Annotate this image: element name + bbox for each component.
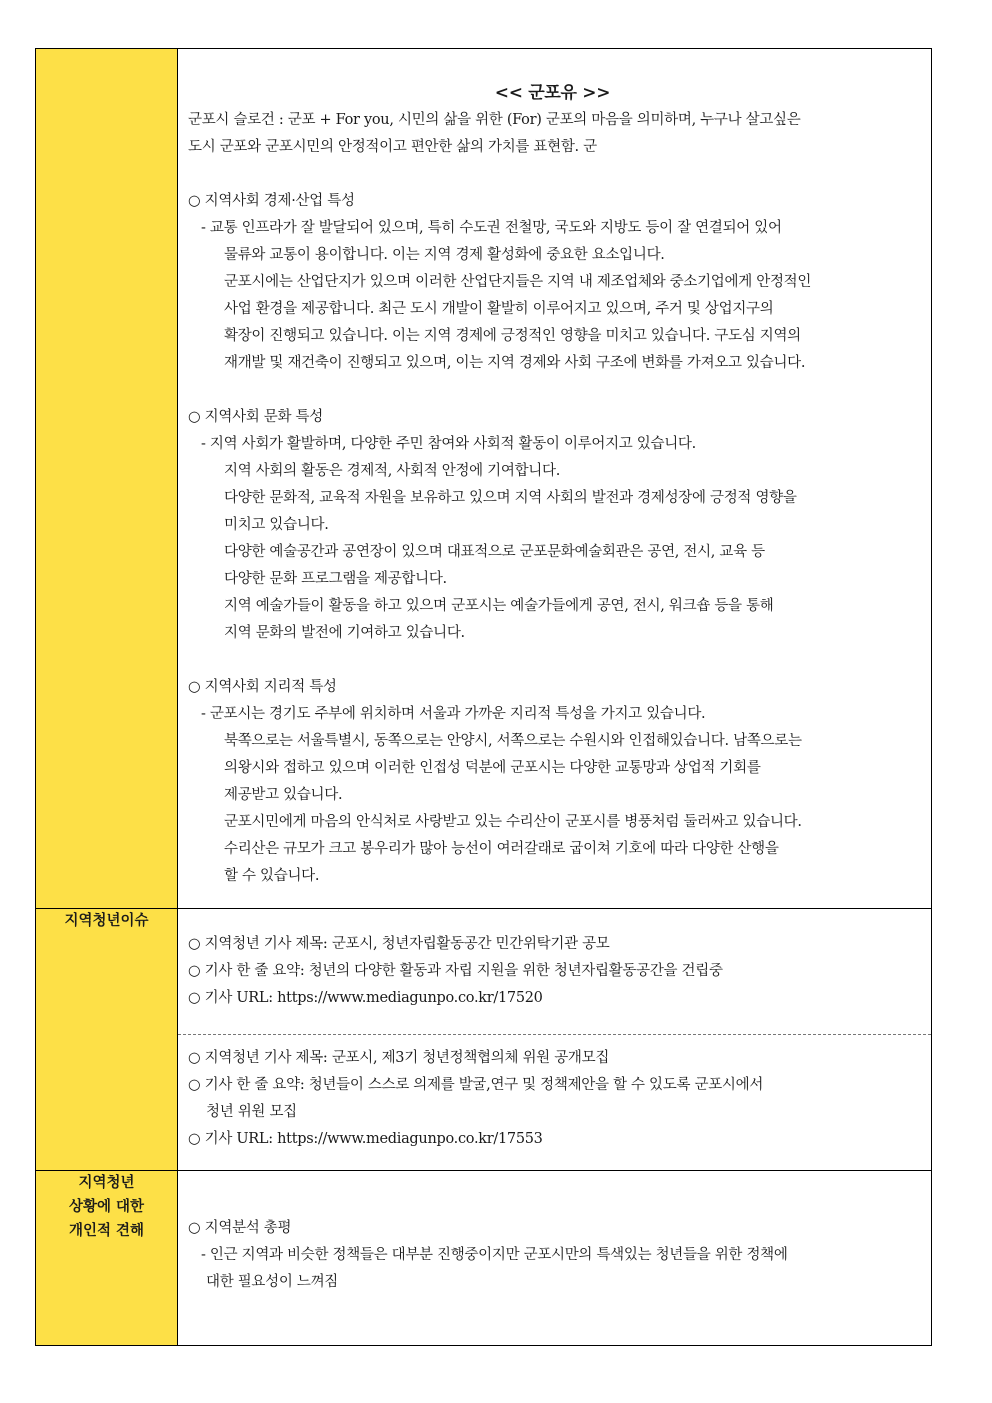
economy-line: - 교통 인프라가 잘 발달되어 있으며, 특히 수도권 전철망, 국도와 지방도 등이 잘 연결되어 있어 [201,220,782,236]
culture-line: 다양한 예술공간과 공연장이 있으며 대표적으로 군포문화예술회관은 공연, 전시, 교육 등 [224,544,765,560]
article2-summary: ○ 기사 한 줄 요약: 청년들이 스스로 의제를 발굴,연구 및 정책제안을 할 수 있도록 군포시에서 [188,1077,764,1093]
geography-line: - 군포시는 경기도 주부에 위치하며 서울과 가까운 지리적 특성을 가지고 있습니다. [201,706,706,722]
opinion-label [36,1171,178,1346]
opinion-line: 대한 필요성이 느껴짐 [206,1274,338,1290]
culture-line: 미치고 있습니다. [224,517,329,533]
article1-title: ○ 지역청년 기사 제목: 군포시, 청년자립활동공간 민간위탁기관 공모 [188,936,610,952]
culture-line: 지역 예술가들이 활동을 하고 있으며 군포시는 예술가들에게 공연, 전시, 워크숍 등을 통해 [224,598,774,614]
opinion-line: - 인근 지역과 비슷한 정책들은 대부분 진행중이지만 군포시만의 특색있는 청년들을 위한 정책에 [201,1247,788,1263]
economy-heading: ○ 지역사회 경제·산업 특성 [188,193,355,209]
article2-title: ○ 지역청년 기사 제목: 군포시, 제3기 청년정책협의체 위원 공개모집 [188,1050,610,1066]
opinion-label-line: 상황에 대한 [68,1199,145,1215]
geography-heading: ○ 지역사회 지리적 특성 [188,679,337,695]
youth-issue-row [36,909,932,1171]
region-content-cell [178,49,932,909]
geography-line: 군포시민에게 마음의 안식처로 사랑받고 있는 수리산이 군포시를 병풍처럼 둘러싸고 있습니다. [224,814,802,830]
geography-line: 제공받고 있습니다. [224,787,343,803]
economy-line: 물류와 교통이 용이합니다. 이는 지역 경제 활성화에 중요한 요소입니다. [224,247,665,263]
opinion-label-line: 지역청년 [78,1175,135,1191]
article1-url[interactable]: ○ 기사 URL: https://www.mediagunpo.co.kr/17520 [188,990,543,1006]
economy-line: 군포시에는 산업단지가 있으며 이러한 산업단지들은 지역 내 제조업체와 중소기업에게 안정적인 [224,274,812,290]
slogan-line-1: 군포시 슬로건 : 군포 + For you, 시민의 삶을 위한 (For) 군포의 마음을 의미하며, 누구나 살고싶은 [188,112,801,128]
culture-line: - 지역 사회가 활발하며, 다양한 주민 참여와 사회적 활동이 이루어지고 있습니다. [201,436,696,452]
opinion-content [178,1171,932,1346]
article2-url[interactable]: ○ 기사 URL: https://www.mediagunpo.co.kr/17553 [188,1131,543,1147]
opinion-heading: ○ 지역분석 총평 [188,1220,292,1236]
document-table [35,48,932,1346]
youth-issue-label: 지역청년이슈 [36,909,178,1171]
geography-line: 수리산은 규모가 크고 봉우리가 많아 능선이 여러갈래로 굽이쳐 기호에 따라 다양한 산행을 [224,841,779,857]
slogan-line-2: 도시 군포와 군포시민의 안정적이고 편안한 삶의 가치를 표현함. 군 [188,139,597,155]
culture-line: 다양한 문화 프로그램을 제공합니다. [224,571,447,587]
opinion-row [36,1171,932,1346]
article2-summary-cont: 청년 위원 모집 [206,1104,297,1120]
geography-line: 북쪽으로는 서울특별시, 동쪽으로는 안양시, 서쪽으로는 수원시와 인접해있습니다. 남쪽으로는 [224,733,802,749]
opinion-label-line: 개인적 견해 [68,1223,145,1239]
culture-heading: ○ 지역사회 문화 특성 [188,409,323,425]
section-title: << 군포유 >> [494,83,611,103]
region-label-cell [36,49,178,909]
geography-line: 할 수 있습니다. [224,868,320,884]
culture-line: 지역 사회의 활동은 경제적, 사회적 안정에 기여합니다. [224,463,561,479]
geography-line: 의왕시와 접하고 있으며 이러한 인접성 덕분에 군포시는 다양한 교통망과 상업적 기회를 [224,760,761,776]
culture-line: 지역 문화의 발전에 기여하고 있습니다. [224,625,465,641]
economy-line: 사업 환경을 제공합니다. 최근 도시 개발이 활발히 이루어지고 있으며, 주거 및 상업지구의 [224,301,774,317]
economy-line: 확장이 진행되고 있습니다. 이는 지역 경제에 긍정적인 영향을 미치고 있습니다. 구도심 지역의 [224,328,801,344]
youth-issue-content [178,909,932,1171]
economy-line: 재개발 및 재건축이 진행되고 있으며, 이는 지역 경제와 사회 구조에 변화를 가져오고 있습니다. [224,355,806,371]
culture-line: 다양한 문화적, 교육적 자원을 보유하고 있으며 지역 사회의 발전과 경제성장에 긍정적 영향을 [224,490,797,506]
region-row [36,49,932,909]
article1-summary: ○ 기사 한 줄 요약: 청년의 다양한 활동과 자립 지원을 위한 청년자립활동공간을 건립중 [188,963,723,979]
